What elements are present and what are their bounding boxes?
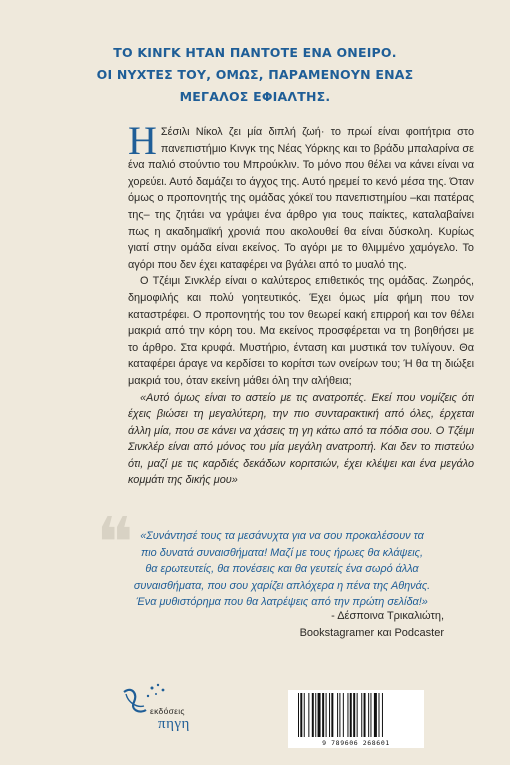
barcode-bar (368, 693, 369, 737)
tagline-line-3: ΜΕΓΑΛΟΣ ΕΦΙΑΛΤΗΣ. (179, 89, 331, 104)
barcode-bar (312, 693, 314, 737)
barcode-bar (322, 693, 324, 737)
barcode-bar (339, 693, 340, 737)
barcode-bar (318, 693, 321, 737)
review-line-3: θα ερωτευτείς, θα πονέσεις και θα γευτείς ένα σωρό άλλα (145, 563, 419, 576)
reviewer (184, 608, 444, 642)
reviewer-name: - Δέσποινα Τρικαλιώτη, (331, 610, 444, 622)
isbn-barcode (288, 690, 424, 748)
publisher-name-line-2: πηγη (158, 716, 190, 732)
review-quote (102, 528, 462, 611)
barcode-bar (308, 693, 309, 737)
tagline (40, 42, 470, 108)
publisher-name-line-1: εκδόσεις (150, 706, 185, 716)
barcode-bar (304, 693, 305, 737)
barcode-bar (315, 693, 316, 737)
barcode-bar (298, 693, 299, 737)
synopsis-paragraph-1 (128, 118, 474, 273)
barcode-bar (331, 693, 333, 737)
barcode-bar (350, 693, 352, 737)
barcode-bar (343, 693, 344, 737)
barcode-bar (374, 693, 377, 737)
barcode-bar (370, 693, 371, 737)
review-line-5: Ένα μυθιστόρημα που θα λατρέψεις από την πρώτη σελίδα!» (136, 596, 428, 609)
synopsis-paragraph-2: Ο Τζέιμι Σινκλέρ είναι ο καλύτερος επιθετικός της ομάδας. Ζωηρός, δημοφιλής και πολύ γοητευτικός. Έχει όμως μία φήμη που τον καταστρέφει. Ο προπονητής του τον θεωρεί κακή επιρροή και τον θέλει μακριά από την κόρη του. Μα εκείνος προσφέρεται να τη βοηθήσει με το άρθρο. Στα κρυφά. Μυστήριο, ένταση και μυστικά τον τυλίγουν. Θα καταφέρει άραγε να κερδίσει το κορίτσι των ονείρων του; Ή θα τη διώξει μακριά του, όταν εκείνη μάθει όλη την αλήθεια; (128, 275, 474, 387)
barcode-bar (379, 693, 380, 737)
barcode-bar (353, 693, 355, 737)
tagline-line-1: ΤΟ ΚΙΝΓΚ ΗΤΑΝ ΠΑΝΤΟΤΕ ΕΝΑ ΟΝΕΙΡΟ. (113, 45, 397, 60)
synopsis-paragraph-1-text: Σέσιλι Νίκολ ζει μία διπλή ζωή· το πρωί είναι φοιτήτρια στο πανεπιστήμιο Κινγκ της Νέας Υόρκης και το βράδυ μπαλαρίνα σε ένα παλιό στούντιο του Μπρούκλιν. Το μόνο που θέλει να κάνει είναι να χορεύει. Αυτό δαμάζει το άγχος της. Αυτό ηρεμεί το κενό μέσα της. Όταν όμως ο προπονητής της ομάδας χόκεϊ του πανεπιστημίου –και πατέρας της– της ζητάει να γράψει ένα άρθρο για τους παίκτες, καταλαβαίνει πως η ακαδημαϊκή χρονιά που ακολουθεί θα είναι δύσκολη. Κυρίως γιατί στην ομάδα είναι εκείνος. Το αγόρι με το θλιμμένο χαμόγελο. Το αγόρι που δεν έχει καταφέρει να βγάλει από το μυαλό της. (128, 126, 474, 271)
barcode-bar (382, 693, 383, 737)
barcode-bar (326, 693, 327, 737)
drop-cap: Η (128, 118, 157, 163)
barcode-bar (347, 693, 348, 737)
barcode-bars (298, 693, 414, 737)
review-line-1: «Συνάντησέ τους τα μεσάνυχτα για να σου προκαλέσουν τα (140, 530, 424, 542)
quote-mark-icon: ❝ (96, 506, 134, 583)
barcode-bar (337, 693, 338, 737)
barcode-bar (361, 693, 362, 737)
tagline-line-2: ΟΙ ΝΥΧΤΕΣ ΤΟΥ, ΟΜΩΣ, ΠΑΡΑΜΕΝΟΥΝ ΕΝΑΣ (96, 67, 414, 82)
barcode-bar (364, 693, 366, 737)
barcode-bar (357, 693, 358, 737)
synopsis (128, 118, 474, 489)
synopsis-excerpt: «Αυτό όμως είναι το αστείο με τις ανατροπές. Εκεί που νομίζεις ότι έχεις βιώσει τη μεγαλύτερη, την πιο συνταρακτική από όλες, έρχεται άλλη μία, που σε κάνει να χάσεις τη γη κάτω από τα πόδια σου. Ο Τζέιμι Σινκλέρ είναι από μόνος του μία μεγάλη ανατροπή. Και δεν το πιστεύω ότι, μαζί με τις καρδιές δεκάδων κοριτσιών, έχει κλέψει και ένα μεγάλο κομμάτι της δικής μου» (128, 391, 474, 487)
review-line-2: πιο δυνατά συναισθήματα! Μαζί με τους ήρωες θα κλάψεις, (140, 546, 424, 559)
barcode-digits: 9 789606 268601 (322, 739, 390, 747)
review-line-4: συναισθήματα, που σου χαρίζει απλόχερα η πένα της Αθηνάς. (133, 579, 431, 592)
reviewer-role: Bookstagramer και Podcaster (299, 627, 444, 639)
barcode-bar (329, 693, 330, 737)
barcode-bar (300, 693, 302, 737)
